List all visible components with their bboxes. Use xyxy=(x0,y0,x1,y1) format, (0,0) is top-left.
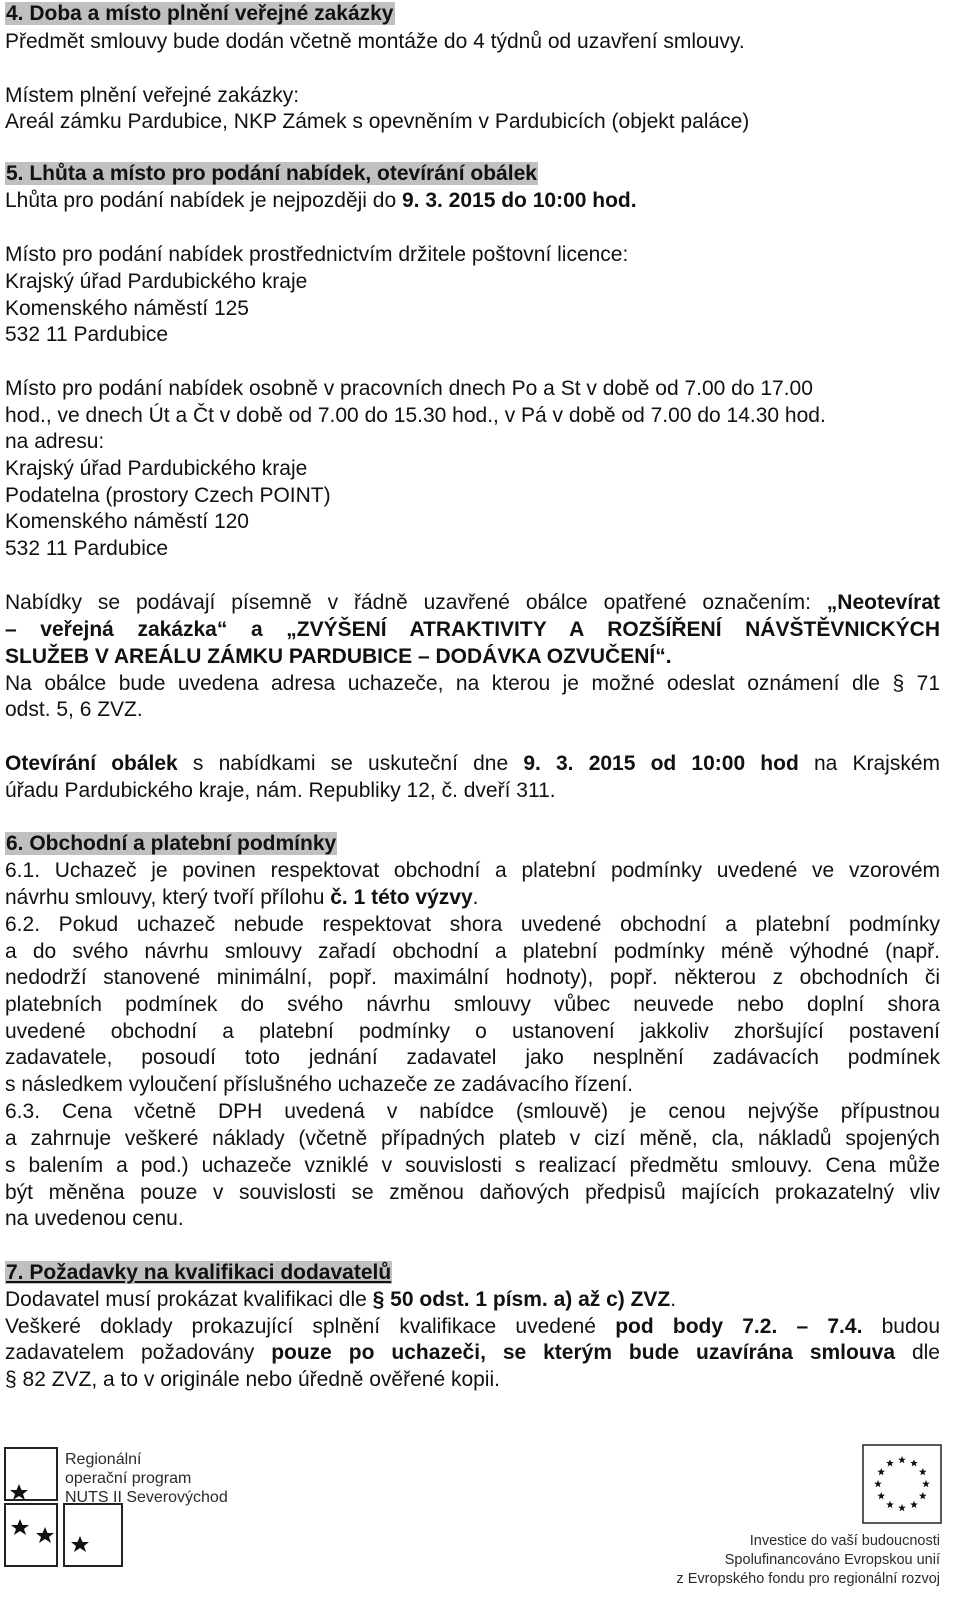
footer xyxy=(0,1440,960,1597)
paragraph-line: a zahrnuje veškeré náklady (včetně případných plateb v cizí měně, cla, nákladů spojených xyxy=(5,1127,940,1150)
paragraph-line: § 82 ZVZ, a to v originále nebo úředně ověřené kopii. xyxy=(5,1368,500,1391)
text-line: Areál zámku Pardubice, NKP Zámek s opevněním v Pardubicích (objekt paláce) xyxy=(5,110,750,133)
section-7-heading: 7. Požadavky na kvalifikaci dodavatelů xyxy=(6,1261,392,1284)
address-line: Komenského náměstí 125 xyxy=(5,297,249,320)
section-6-heading: 6. Obchodní a platební podmínky xyxy=(6,832,337,855)
opening-line: úřadu Pardubického kraje, nám. Republiky 12, č. dveří 311. xyxy=(5,779,556,802)
text-line: na adresu: xyxy=(5,430,105,453)
envelope-line: Na obálce bude uvedena adresa uchazeče, na kterou je možné odeslat oznámení dle § 71 xyxy=(5,672,940,695)
address-line: Krajský úřad Pardubického kraje xyxy=(5,270,308,293)
paragraph-line: 6.3. Cena včetně DPH uvedená v nabídce (smlouvě) je cenou nejvýše přípustnou xyxy=(5,1100,940,1123)
paragraph-line: uvedené obchodní a platební podmínky o ustanovení jakkoliv zhoršující postavení xyxy=(5,1020,940,1043)
envelope-line: SLUŽEB V AREÁLU ZÁMKU PARDUBICE – DODÁVKA OZVUČENÍ“. xyxy=(5,645,672,668)
paragraph-line: Veškeré doklady prokazující splnění kvalifikace uvedené pod body 7.2. – 7.4. budou xyxy=(5,1315,941,1338)
paragraph-line: na uvedenou cenu. xyxy=(5,1207,184,1230)
address-line: Podatelna (prostory Czech POINT) xyxy=(5,484,331,507)
address-line: 532 11 Pardubice xyxy=(5,323,169,346)
rop-label: Regionální operační program NUTS II Severovýchod xyxy=(65,1451,228,1506)
paragraph-line: s balením a pod.) uchazeče vzniklé v souvislosti s realizací předmětu smlouvy. Cena může xyxy=(5,1154,940,1177)
address-line: Komenského náměstí 120 xyxy=(5,510,249,533)
address-line: 532 11 Pardubice xyxy=(5,537,169,560)
envelope-line: – veřejná zakázka“ a „ZVÝŠENÍ ATRAKTIVITY A ROZŠÍŘENÍ NÁVŠTĚVNICKÝCH xyxy=(5,618,940,641)
text-line: hod., ve dnech Út a Čt v době od 7.00 do 15.30 hod., v Pá v době od 7.00 do 14.30 hod. xyxy=(5,404,826,427)
text-line: Místo pro podání nabídek osobně v pracovních dnech Po a St v době od 7.00 do 17.00 xyxy=(5,377,813,400)
opening-line: Otevírání obálek s nabídkami se uskuteční dne 9. 3. 2015 od 10:00 hod na Krajském xyxy=(5,752,941,775)
paragraph-line: zadavatele, posoudí toto jednání zadavatel jako nesplnění zadávacích podmínek xyxy=(5,1046,940,1069)
paragraph-line: návrhu smlouvy, který tvoří přílohu č. 1 této výzvy. xyxy=(5,886,479,909)
section-4-heading: 4. Doba a místo plnění veřejné zakázky xyxy=(6,2,394,25)
paragraph-line: 6.2. Pokud uchazeč nebude respektovat shora uvedené obchodní a platební podmínky xyxy=(5,913,940,936)
envelope-line: odst. 5, 6 ZVZ. xyxy=(5,698,143,721)
paragraph-line: platebních podmínek do svého návrhu smlouvy vůbec neuvede nebo doplní shora xyxy=(5,993,940,1016)
paragraph-line: a do svého návrhu smlouvy zařadí obchodní a platební podmínky méně výhodné (např. xyxy=(5,940,940,963)
text-line: Místo pro podání nabídek prostřednictvím držitele poštovní licence: xyxy=(5,243,629,266)
paragraph-line: s následkem vyloučení příslušného uchazeče ze zadávacího řízení. xyxy=(5,1073,634,1096)
eu-flag-icon xyxy=(862,1444,942,1524)
section-5-heading: 5. Lhůta a místo pro podání nabídek, otevírání obálek xyxy=(6,162,537,185)
address-line: Krajský úřad Pardubického kraje xyxy=(5,457,308,480)
text-line: Předmět smlouvy bude dodán včetně montáže do 4 týdnů od uzavření smlouvy. xyxy=(5,30,745,53)
envelope-line: Nabídky se podávají písemně v řádně uzavřené obálce opatřené označením: „Neotevírat xyxy=(5,591,940,614)
text-line: Místem plnění veřejné zakázky: xyxy=(5,84,300,107)
paragraph-line: zadavatelem požadovány pouze po uchazeči, se kterým bude uzavírána smlouva dle xyxy=(5,1341,940,1364)
deadline-line: Lhůta pro podání nabídek je nejpozději do 9. 3. 2015 do 10:00 hod. xyxy=(5,189,637,212)
paragraph-line: nedodrží stanovené minimální, popř. maximální hodnoty), popř. některou z obchodních či xyxy=(5,966,940,989)
paragraph-line: 6.1. Uchazeč je povinen respektovat obchodní a platební podmínky uvedené ve vzorovém xyxy=(5,859,940,882)
eu-label: Investice do vaší budoucnosti Spolufinancováno Evropskou unií z Evropského fondu pro regionální rozvoj xyxy=(676,1533,940,1587)
paragraph-line: Dodavatel musí prokázat kvalifikaci dle § 50 odst. 1 písm. a) až c) ZVZ. xyxy=(5,1288,677,1311)
paragraph-line: být měněna pouze v souvislosti se změnou daňových předpisů majících prokazatelný vliv xyxy=(5,1181,940,1204)
